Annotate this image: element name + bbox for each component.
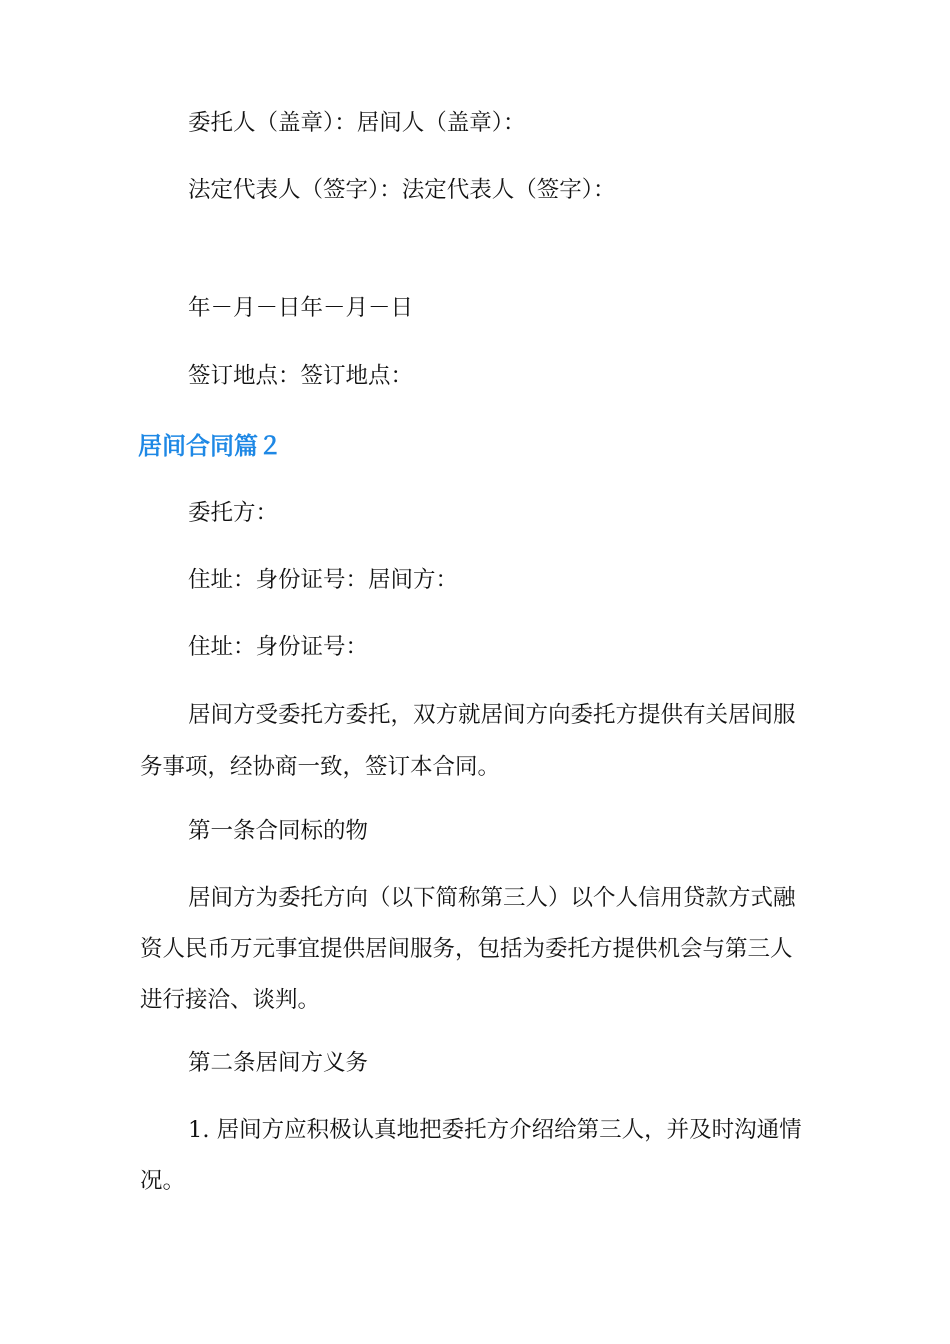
article1-paragraph-line-1: 居间方为委托方向（以下简称第三人）以个人信用贷款方式融 — [188, 885, 796, 911]
article1-paragraph-line-3: 进行接洽、谈判。 — [140, 987, 321, 1013]
legal-representative-line: 法定代表人（签字）：法定代表人（签字）： — [188, 177, 616, 203]
address-id-broker-line: 住址：身份证号：居间方： — [188, 567, 459, 593]
intro-paragraph-line-1: 居间方受委托方委托，双方就居间方向委托方提供有关居间服 — [188, 702, 796, 728]
section-heading: 居间合同篇２ — [138, 433, 282, 460]
principal-line: 委托方： — [188, 500, 279, 526]
article2-title: 第二条居间方义务 — [188, 1050, 369, 1076]
address-id-line: 住址：身份证号： — [188, 634, 369, 660]
date-line: 年－月－日年－月－日 — [188, 295, 414, 321]
intro-paragraph-line-2: 务事项，经协商一致，签订本合同。 — [140, 754, 501, 780]
seal-signature-line: 委托人（盖章）：居间人（盖章）： — [188, 110, 526, 136]
article2-item1-line-2: 况。 — [140, 1168, 186, 1194]
article1-title: 第一条合同标的物 — [188, 818, 369, 844]
article2-item1-line-1: 1. 居间方应积极认真地把委托方介绍给第三人，并及时沟通情 — [188, 1117, 802, 1143]
signing-place-line: 签订地点：签订地点： — [188, 363, 414, 389]
article1-paragraph-line-2: 资人民币万元事宜提供居间服务，包括为委托方提供机会与第三人 — [140, 936, 793, 962]
